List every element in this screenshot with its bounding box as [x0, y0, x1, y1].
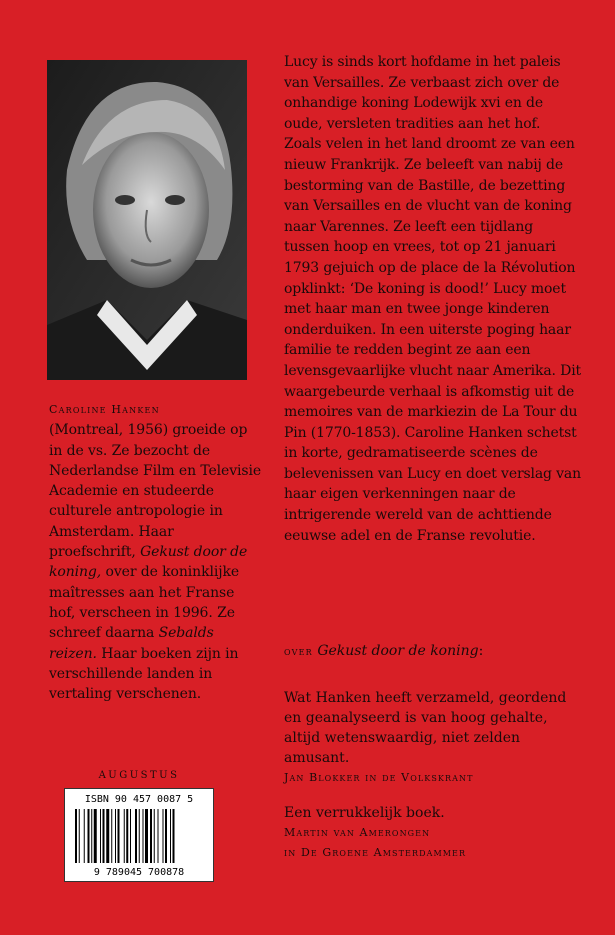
barcode-bars — [75, 809, 203, 863]
review-quote: Een verrukkelijk boek. Martin van Amerongen in De Groene Amsterdammer — [284, 803, 584, 863]
author-photo — [47, 60, 247, 380]
author-name: Caroline Hanken — [49, 403, 160, 416]
review-quote: Wat Hanken heeft verzameld, geordend en geanalyseerd is van hoog gehalte, altijd wetenswaardig, niet zelden amusant. Jan Blokker in de Volkskrant — [284, 688, 584, 788]
ean-label: 9 789045 700878 — [93, 867, 185, 878]
book-blurb: Lucy is sinds kort hofdame in het paleis van Versailles. Ze verbaast zich over de onhandige koning Lodewijk xvi en de oude, versleten tradities aan het hof. Zoals velen in het land droomt ze van een nieuw Frankrijk. Ze beleeft van nabij de bestorming van de Bastille, de bezetting van Versailles en de vlucht van de koning naar Varennes. Ze leeft een tijdlang tussen hoop en vrees, tot op 21 januari 1793 gejuich op de place de la Révolution opklinkt: ‘De koning is dood!’ Lucy moet met haar man en twee jonge kinderen onderduiken. In een uiterste poging haar familie te redden begint ze aan een levensgevaarlijke vlucht naar Amerika. Dit waargebeurde verhaal is afkomstig uit de memoires van de markiezin de La Tour du Pin (1770-1853). Caroline Hanken schetst in korte, gedramatiseerde scènes de belevenissen van Lucy en doet verslag van haar eigen verkenningen naar de intrigerende wereld van de achttiende eeuwse adel en de Franse revolutie. — [284, 54, 582, 544]
author-bio-text: (Montreal, 1956) groeide op in de vs. Ze bezocht de Nederlandse Film en Televisie Academie en studeerde culturele antropologie in Amsterdam. Haar proefschrift, Gekust door de koning, over de koninklijke maîtresses aan het Franse hof, verscheen in 1996. Ze schreef daarna Sebalds reizen. Haar boeken zijn in verschillende landen in vertaling verschenen. — [49, 422, 262, 703]
review-source-publication: in De Groene Amsterdammer — [284, 846, 467, 859]
review-source: Jan Blokker in de Volkskrant — [284, 771, 474, 784]
author-bio — [49, 400, 264, 704]
barcode — [64, 788, 214, 882]
isbn-label: ISBN 90 457 0087 5 — [84, 794, 194, 805]
publisher-name: AUGUSTUS — [98, 770, 180, 781]
second-book-title: Sebalds reizen. — [49, 625, 214, 662]
thesis-title: Gekust door de koning, — [49, 544, 248, 581]
review-source: Martin van Amerongen — [284, 826, 431, 839]
reviews-heading: over Gekust door de koning: — [284, 643, 484, 659]
